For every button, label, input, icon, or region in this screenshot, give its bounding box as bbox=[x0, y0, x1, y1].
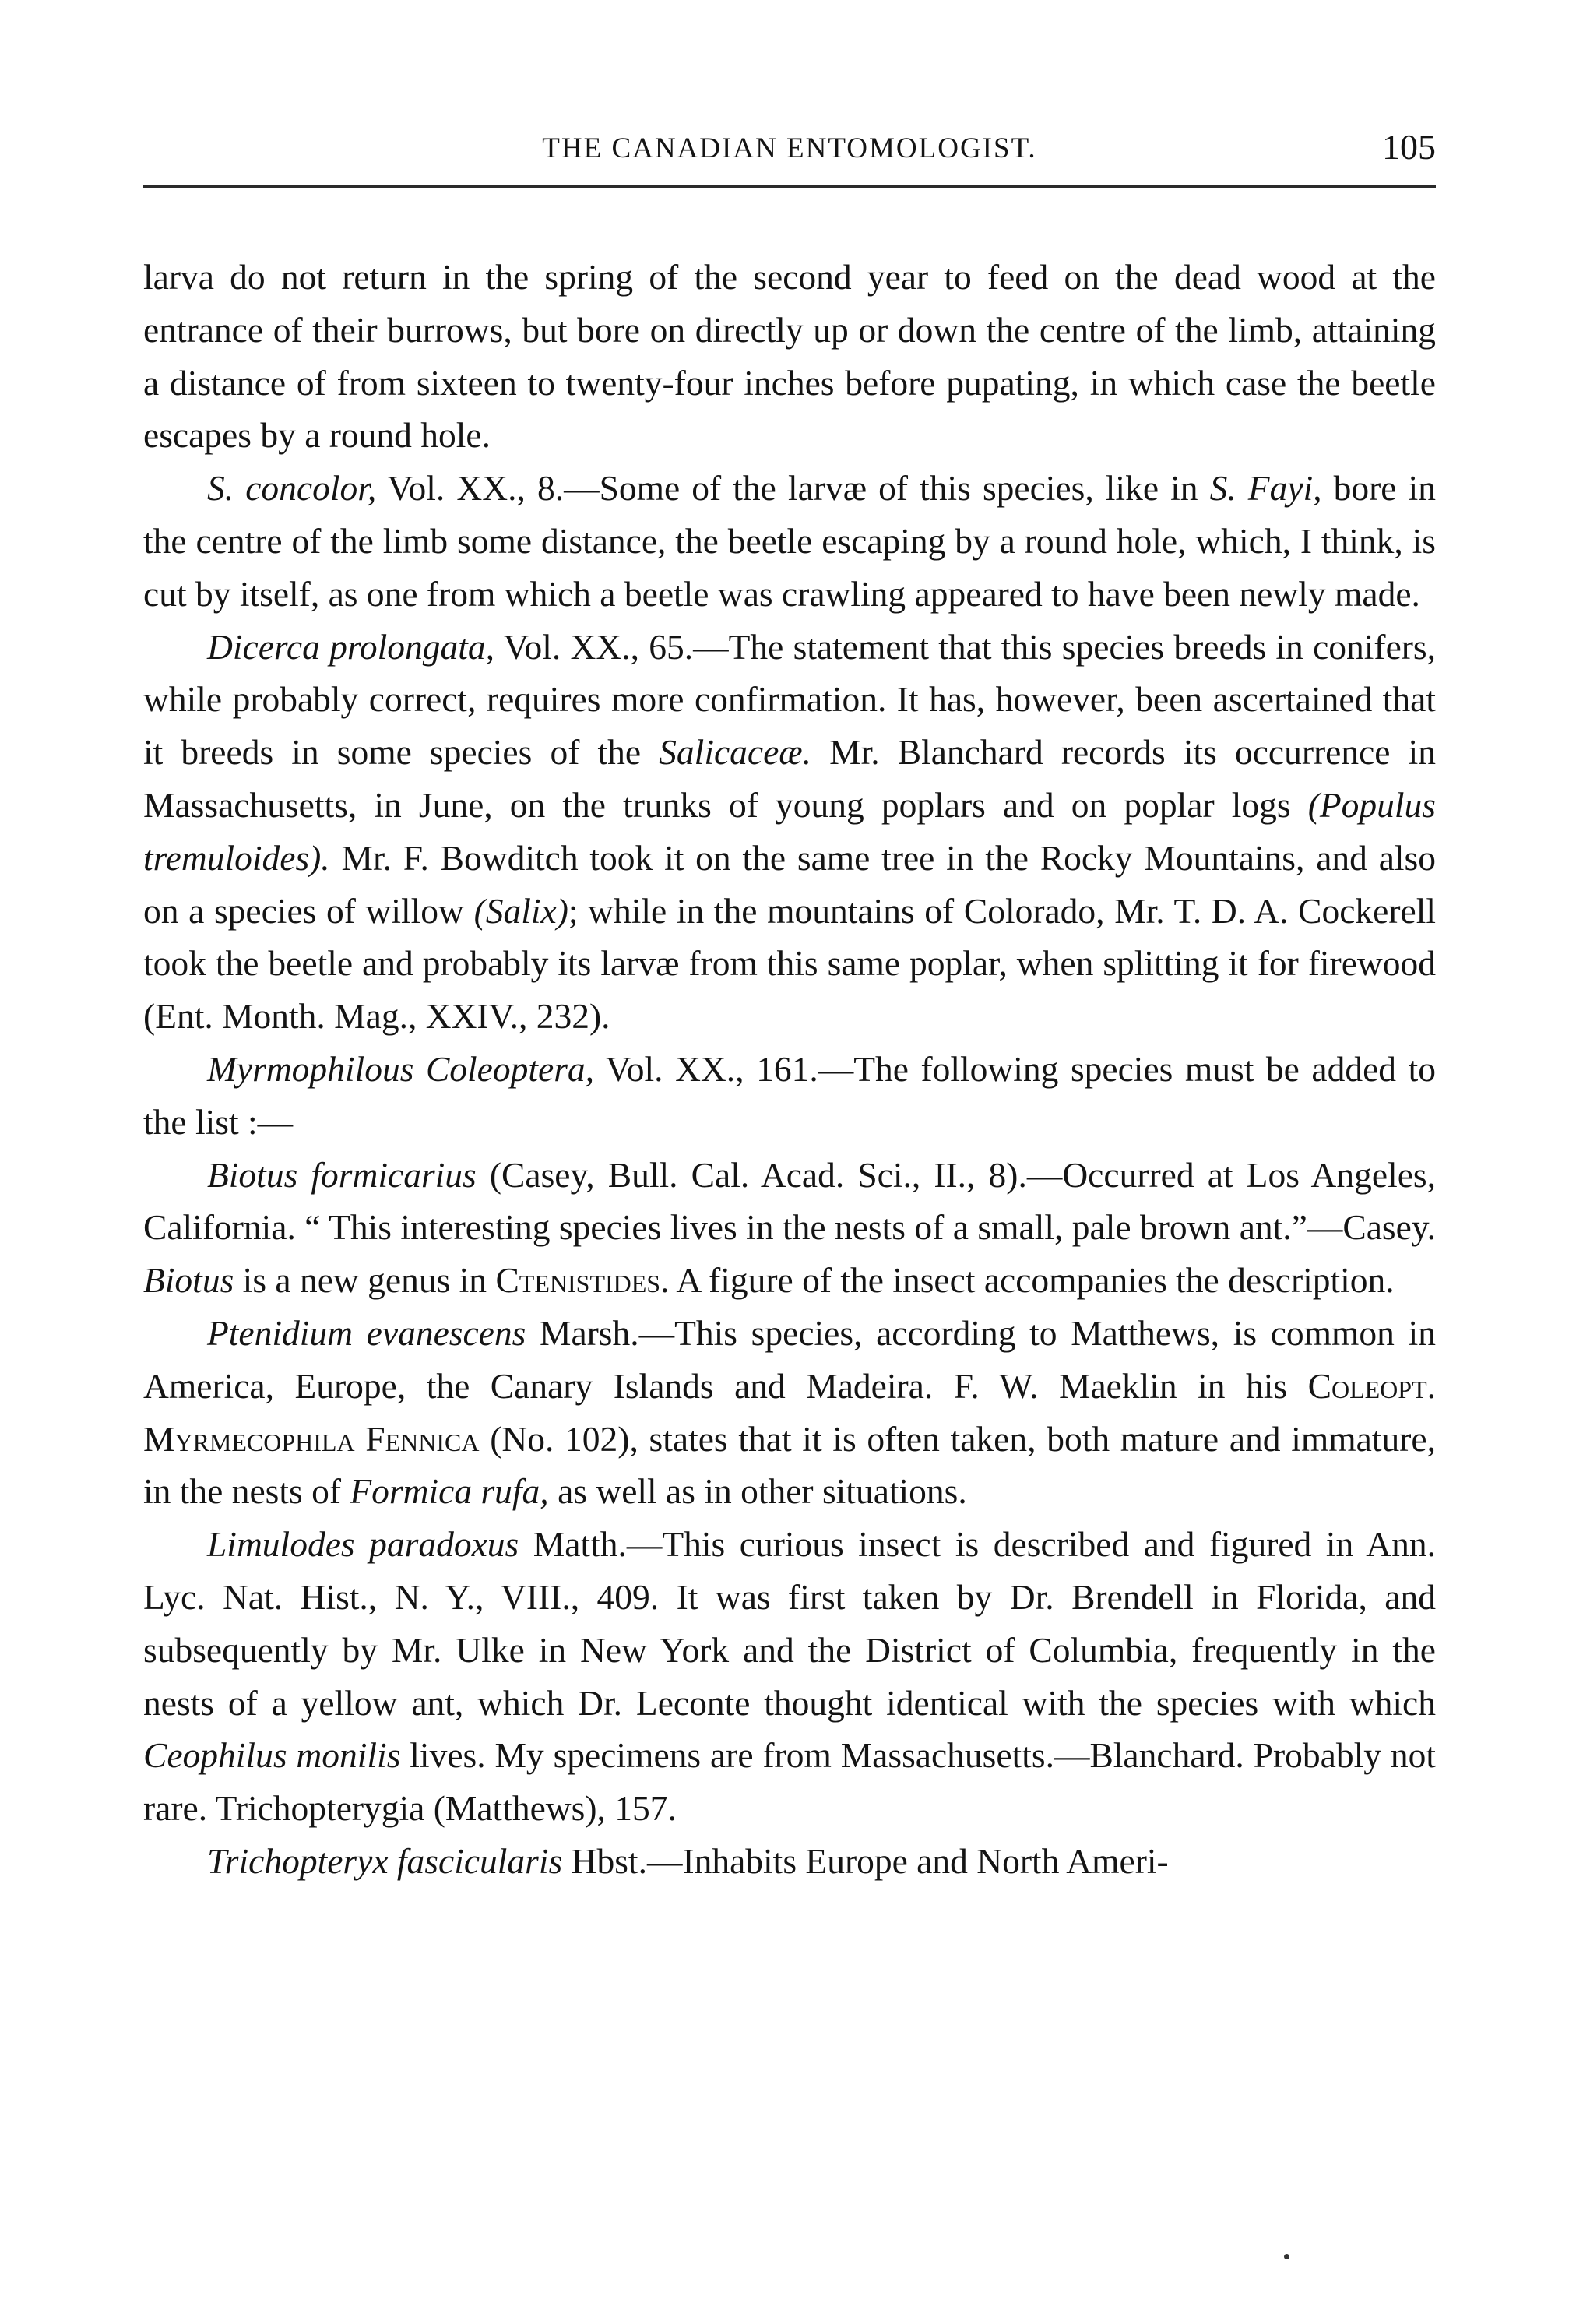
paragraph-dicerca-prolongata bbox=[143, 621, 1436, 1043]
text-run: as well as in other situations. bbox=[548, 1471, 967, 1512]
text-run: lives. My specimens are from Massachusetts.—Blanchard. Probably not rare. Trichopterygia (Matthews), 157. bbox=[143, 1735, 1436, 1829]
text-run: ; while in the mountains of Colorado, Mr. T. D. A. Cockerell took the beetle and probably its larvæ from this same poplar, when splitting it for firewood (Ent. Month. Mag., XXIV., 232). bbox=[143, 890, 1436, 1037]
species-name: Ptenidium evanescens bbox=[207, 1312, 526, 1353]
species-name: Trichopteryx fascicularis bbox=[207, 1840, 563, 1881]
text-run: Matth.—This curious insect is described and figured in Ann. Lyc. Nat. Hist., N. Y., VIII., 409. It was first taken by Dr. Brendell in Florida, and subsequently by Mr. Ulke in New York and the District of Columbia, frequently in the nests of a yellow ant, which Dr. Leconte thought identical with the species with which bbox=[143, 1524, 1436, 1723]
page-number: 105 bbox=[1382, 127, 1436, 167]
text-run: Hbst.—Inhabits Europe and North Ameri- bbox=[562, 1840, 1169, 1881]
species-name: Ceophilus monilis bbox=[143, 1735, 401, 1776]
text-run: is a new genus in bbox=[234, 1260, 496, 1301]
text-run: bore in the centre of the limb some distance, the beetle escaping by a round hole, which, I think, is cut by itself, as one from which a beetle was crawling appeared to have been newly made. bbox=[143, 468, 1436, 614]
body-text bbox=[143, 251, 1436, 1888]
paragraph-biotus-formicarius bbox=[143, 1149, 1436, 1307]
text-run: Vol. XX., 65.—The statement that this species breeds in conifers, while probably correct, requires more confirmation. It has, however, been ascertained that it breeds in some species of the bbox=[143, 626, 1436, 773]
paragraph-limulodes-paradoxus bbox=[143, 1518, 1436, 1835]
species-name: S. Fayi, bbox=[1209, 468, 1322, 509]
text-run: (No. 102), states that it is often taken, both mature and immature, in the nests of bbox=[143, 1418, 1436, 1512]
tribe-name: Ctenistides. bbox=[495, 1260, 670, 1301]
paragraph-s-concolor bbox=[143, 462, 1436, 620]
text-run: Marsh.—This species, according to Matthews, is common in America, Europe, the Canary Islands and Madeira. F. W. Maeklin in his bbox=[143, 1312, 1436, 1406]
species-name: S. concolor, bbox=[207, 468, 377, 509]
text-run: larva do not return in the spring of the second year to feed on the dead wood at the entrance of their burrows, but bore on directly up or down the centre of the limb, attaining a distance of from sixteen to twenty-four inches before pupating, in which case the beetle escapes by a round hole. bbox=[143, 257, 1436, 456]
species-name: (Populus tremuloides). bbox=[143, 784, 1436, 878]
species-name: Dicerca prolongata, bbox=[207, 626, 495, 667]
text-run: A figure of the insect accompanies the description. bbox=[669, 1260, 1395, 1301]
section-name: Myrmophilous Coleoptera, bbox=[207, 1048, 595, 1089]
text-run: Mr. F. Bowditch took it on the same tree in the Rocky Mountains, and also on a species of willow bbox=[143, 837, 1436, 931]
header-rule bbox=[143, 185, 1436, 188]
running-title: THE CANADIAN ENTOMOLOGIST. bbox=[542, 132, 1037, 164]
text-run: Mr. Blanchard records its occurrence in Massachusetts, in June, on the trunks of young poplars and on poplar logs bbox=[143, 732, 1436, 825]
paragraph-larva-continuation bbox=[143, 251, 1436, 462]
print-speck bbox=[1284, 2254, 1289, 2259]
page bbox=[143, 0, 1436, 1888]
text-run: Vol. XX., 8.—Some of the larvæ of this species, like in bbox=[376, 468, 1210, 509]
paragraph-myrmophilous-coleoptera bbox=[143, 1043, 1436, 1149]
species-name: Biotus formicarius bbox=[207, 1154, 477, 1195]
work-title: Coleopt. Myrmecophila Fennica bbox=[143, 1365, 1436, 1459]
genus-name: (Salix) bbox=[473, 890, 568, 931]
family-name: Salicaceæ. bbox=[659, 732, 812, 773]
paragraph-trichopteryx-fascicularis bbox=[143, 1835, 1436, 1888]
running-head bbox=[143, 0, 1436, 187]
species-name: Limulodes paradoxus bbox=[207, 1524, 519, 1565]
text-run: (Casey, Bull. Cal. Acad. Sci., II., 8).—Occurred at Los Angeles, California. “ This interesting species lives in the nests of a small, pale brown ant.”—Casey. bbox=[143, 1154, 1436, 1248]
species-name: Formica rufa, bbox=[350, 1471, 549, 1512]
paragraph-ptenidium-evanescens bbox=[143, 1307, 1436, 1518]
genus-name: Biotus bbox=[143, 1260, 234, 1301]
text-run: Vol. XX., 161.—The following species must be added to the list :— bbox=[143, 1048, 1436, 1142]
